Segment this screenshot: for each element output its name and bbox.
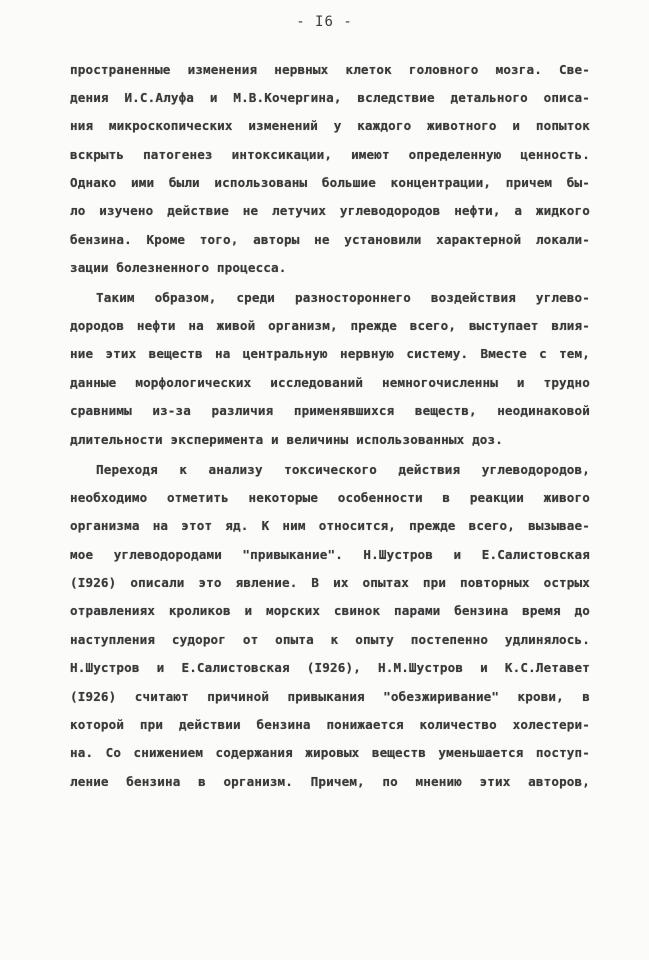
- text-line: Н.Шустров и Е.Салистовская (I926), Н.М.Шустров и К.С.Летавет: [70, 660, 590, 675]
- text-line: организма на этот яд. К ним относится, прежде всего, вызывае-: [70, 518, 590, 533]
- text-line: вскрыть патогенез интоксикации, имеют определенную ценность.: [70, 147, 590, 162]
- text-line: Переходя к анализу токсического действия углеводородов,: [96, 462, 590, 477]
- text-line: дения И.С.Алуфа и М.В.Кочергина, вследствие детального описа-: [70, 90, 590, 105]
- text-line: ло изучено действие не летучих углеводородов нефти, а жидкого: [70, 203, 590, 218]
- text-line: ния микроскопических изменений у каждого животного и попыток: [70, 118, 590, 133]
- text-line: которой при действии бензина понижается количество холестери-: [70, 717, 590, 732]
- text-line: необходимо отметить некоторые особенности в реакции живого: [70, 490, 590, 505]
- text-line: наступления судорог от опыта к опыту постепенно удлинялось.: [70, 632, 590, 647]
- text-line: Таким образом, среди разностороннего воздействия углево-: [96, 290, 590, 305]
- text-line: сравнимы из-за различия применявшихся веществ, неодинаковой: [70, 403, 590, 418]
- text-line: (I926) считают причиной привыкания "обезжиривание" крови, в: [70, 689, 590, 704]
- page-number: - I6 -: [296, 14, 353, 30]
- text-line: ление бензина в организм. Причем, по мнению этих авторов,: [70, 774, 590, 789]
- text-line: ние этих веществ на центральную нервную систему. Вместе с тем,: [70, 346, 590, 361]
- text-line: на. Со снижением содержания жировых веществ уменьшается поступ-: [70, 745, 590, 760]
- text-line: (I926) описали это явление. В их опытах при повторных острых: [70, 575, 590, 590]
- text-line: Однако ими были использованы большие концентрации, причем бы-: [70, 175, 590, 190]
- text-line: данные морфологических исследований немногочисленны и трудно: [70, 375, 590, 390]
- text-line: дородов нефти на живой организм, прежде всего, выступает влия-: [70, 318, 590, 333]
- text-line: отравлениях кроликов и морских свинок парами бензина время до: [70, 603, 590, 618]
- text-line: длительности эксперимента и величины использованных доз.: [70, 432, 503, 447]
- text-line: мое углеводородами "привыкание". Н.Шустров и Е.Салистовская: [70, 547, 590, 562]
- text-line: бензина. Кроме того, авторы не установили характерной локали-: [70, 232, 590, 247]
- text-line: зации болезненного процесса.: [70, 260, 287, 275]
- text-line: пространенные изменения нервных клеток головного мозга. Све-: [70, 62, 590, 77]
